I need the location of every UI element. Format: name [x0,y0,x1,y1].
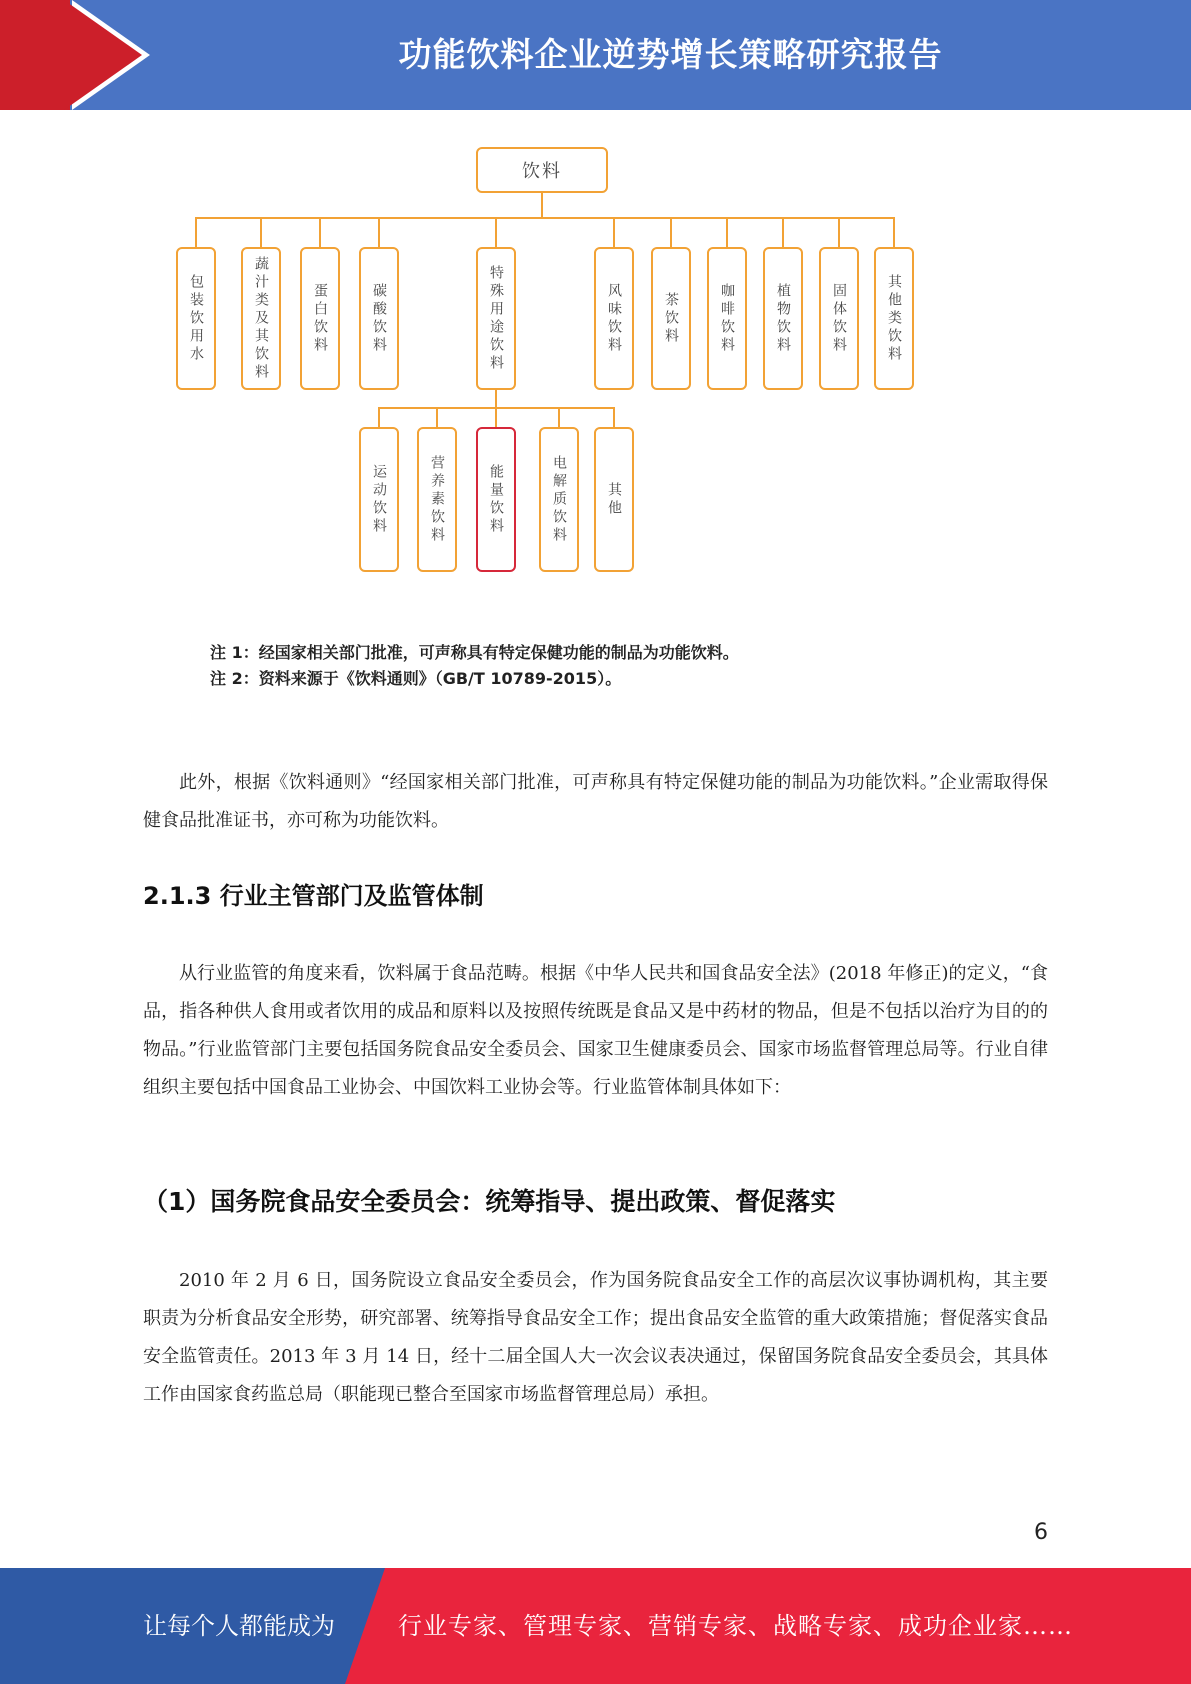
category-node: 固体饮料 [819,247,859,390]
header-red-chevron [64,0,142,110]
paragraph: 从行业监管的角度来看，饮料属于食品范畴。根据《中华人民共和国食品安全法》(2018 年修正)的定义，“食品，指各种供人食用或者饮用的成品和原料以及按照传统既是食品又是中药材的物品，但是不包括以治疗为目的的物品。”行业监管部门主要包括国务院食品安全委员会、国家卫生健康委员会、国家市场监督管理总局等。行业自律组织主要包括中国食品工业协会、中国饮料工业协会等。行业监管体制具体如下： [143,963,1048,1098]
footer-blue-slant [345,1568,385,1684]
note-1: 注 1：经国家相关部门批准，可声称具有特定保健功能的制品为功能饮料。 [210,643,739,662]
footer-slogan-left: 让每个人都能成为 [143,1612,335,1640]
special-child-node: 营养素饮料 [417,427,457,572]
report-title: 功能饮料企业逆势增长策略研究报告 [398,35,943,74]
diagram-root-node [476,147,608,193]
connector [495,390,497,408]
subsection-heading: （1）国务院食品安全委员会：统筹指导、提出政策、督促落实 [143,1187,836,1216]
footer-slogan-right: 行业专家、管理专家、营销专家、战略专家、成功企业家…… [398,1612,1073,1640]
connector [613,407,615,427]
page-header [0,0,1191,110]
header-red-band [0,0,70,110]
category-node: 其他类饮料 [874,247,914,390]
beverage-classification-diagram [180,150,1010,630]
special-child-node: 其他 [594,427,634,572]
category-node: 茶饮料 [651,247,691,390]
energy-drink-node: 能量饮料 [476,427,516,572]
diagram-root-label: 饮料 [522,161,562,182]
connector [260,217,262,247]
connector [670,217,672,247]
special-child-node: 电解质饮料 [539,427,579,572]
page-number: 6 [1034,1520,1048,1545]
category-node-special: 特殊用途饮料 [476,247,516,390]
category-node: 风味饮料 [594,247,634,390]
connector [893,217,895,247]
category-node: 包装饮用水 [176,247,216,390]
diagram-notes [210,640,739,692]
connector [378,407,380,427]
paragraph: 2010 年 2 月 6 日，国务院设立食品安全委员会，作为国务院食品安全工作的高层次议事协调机构，其主要职责为分析食品安全形势，研究部署、统筹指导食品安全工作；提出食品安全监管的重大政策措施；督促落实食品安全监管责任。2013 年 3 月 14 日，经十二届全国人大一次会议表决通过，保留国务院食品安全委员会，其具体工作由国家食药监总局（职能现已整合至国家市场监督管理总局）承担。 [143,1270,1048,1405]
page-footer [0,1568,1191,1684]
connector [319,217,321,247]
connector [195,217,197,247]
category-node: 植物饮料 [763,247,803,390]
category-node: 蛋白饮料 [300,247,340,390]
connector [782,217,784,247]
connector [726,217,728,247]
connector [436,407,438,427]
connector [495,407,497,427]
connector [541,193,543,218]
connector [378,217,380,247]
connector [838,217,840,247]
connector [613,217,615,247]
connector [558,407,560,427]
note-2: 注 2：资料来源于《饮料通则》（GB/T 10789-2015）。 [210,669,622,688]
paragraph: 此外，根据《饮料通则》“经国家相关部门批准，可声称具有特定保健功能的制品为功能饮料。”企业需取得保健食品批准证书，亦可称为功能饮料。 [143,772,1048,831]
category-node: 咖啡饮料 [707,247,747,390]
special-child-node: 运动饮料 [359,427,399,572]
section-heading: 2.1.3 行业主管部门及监管体制 [143,882,484,910]
connector [495,217,497,247]
connector [195,217,893,219]
category-node: 碳酸饮料 [359,247,399,390]
category-node: 蔬汁类及其饮料 [241,247,281,390]
